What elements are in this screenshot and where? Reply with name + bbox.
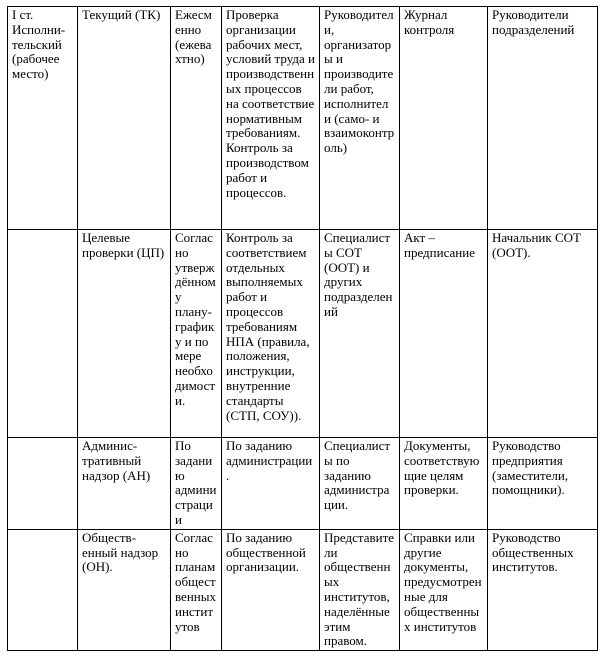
table-cell-content: Контроль за соответствием отдельных выполняемых работ и процессов требованиям НПА (правила, положения, инструкции, внутренние стандарты (СТП, СОУ)). (222, 230, 320, 438)
table-row (8, 529, 598, 650)
table-cell-performers: Специалисты по заданию администрации. (320, 438, 400, 530)
table-cell-control-type: Админис-тративный надзор (АН) (78, 438, 171, 530)
table-cell-performers: Руководители, организаторы и производители работ, исполнители (само- и взаимоконтроль) (320, 7, 400, 230)
table-cell-frequency: Согласно утверждённому плану-графику и по мере необходимости. (171, 230, 222, 438)
table-cell-stage (8, 230, 78, 438)
table-cell-document: Акт – предписание (400, 230, 488, 438)
table-cell-responsible: Начальник СОТ (ООТ). (488, 230, 598, 438)
table-cell-stage (8, 529, 78, 650)
table-row (8, 7, 598, 230)
table-cell-content: По заданию администрации. (222, 438, 320, 530)
table-cell-performers: Представители общественных институтов, наделённые этим правом. (320, 529, 400, 650)
table-cell-control-type: Текущий (ТК) (78, 7, 171, 230)
control-levels-table (7, 6, 598, 651)
table-cell-stage: I ст. Исполни-тельский (рабочее место) (8, 7, 78, 230)
table-row (8, 230, 598, 438)
table-cell-responsible: Руководство общественных институтов. (488, 529, 598, 650)
table-cell-control-type: Обществ-енный надзор (ОН). (78, 529, 171, 650)
table-cell-content: Проверка организации рабочих мест, условий труда и производственных процессов на соответствие нормативным требованиям. Контроль за производством работ и процессов. (222, 7, 320, 230)
table-cell-frequency: Ежесменно (ежевахтно) (171, 7, 222, 230)
table-cell-control-type: Целевые проверки (ЦП) (78, 230, 171, 438)
table-cell-responsible: Руководители подразделений (488, 7, 598, 230)
table-cell-document: Документы, соответствующие целям проверки. (400, 438, 488, 530)
table-cell-stage (8, 438, 78, 530)
table-cell-frequency: По заданию администрации (171, 438, 222, 530)
table-row (8, 438, 598, 530)
table-cell-frequency: Согласно планам общественных институтов (171, 529, 222, 650)
table-cell-responsible: Руководство предприятия (заместители, помощники). (488, 438, 598, 530)
table-cell-document: Журнал контроля (400, 7, 488, 230)
table-cell-document: Справки или другие документы, предусмотренные для общественных институтов (400, 529, 488, 650)
table-cell-performers: Специалисты СОТ (ООТ) и других подразделений (320, 230, 400, 438)
table-cell-content: По заданию общественной организации. (222, 529, 320, 650)
